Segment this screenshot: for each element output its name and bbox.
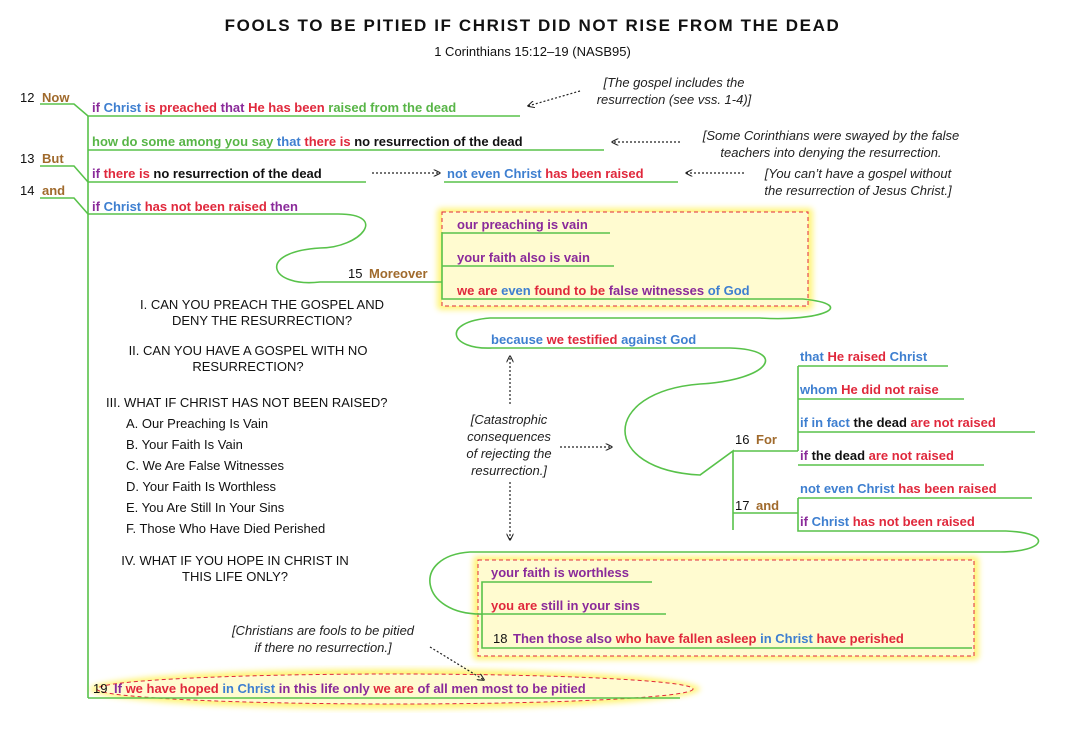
- line-faith-vain: [457, 250, 590, 265]
- text-segment: we testified: [546, 332, 622, 347]
- line-v12-preached: [92, 100, 456, 115]
- text-segment: in Christ: [760, 631, 817, 646]
- text-segment: have perished: [816, 631, 904, 646]
- text-segment: that: [276, 134, 305, 149]
- note-no-gospel-without: [You can’t have a gospel without the resurrection of Jesus Christ.]: [764, 166, 952, 198]
- verse-number-14: 14: [20, 183, 35, 198]
- note-catastrophic: [Catastrophic consequences of rejecting the resurrection.]: [466, 412, 552, 478]
- text-segment: He raised: [827, 349, 890, 364]
- outline-point-3d: D. Your Faith Is Worthless: [126, 479, 277, 494]
- outline-point-3f: F. Those Who Have Died Perished: [126, 521, 326, 536]
- scripture-reference: 1 Corinthians 15:12–19 (NASB95): [434, 44, 631, 59]
- line-if-in-fact: [800, 415, 996, 430]
- text-segment: of all men most to be pitied: [417, 681, 586, 696]
- text-segment: in this life only: [278, 681, 374, 696]
- text-segment: how do some among you say: [92, 134, 277, 149]
- verse-number-18: 18: [493, 631, 508, 646]
- line-v12-how-do-some: [92, 134, 523, 149]
- text-segment: Christ: [889, 349, 928, 364]
- text-segment: those also: [547, 631, 616, 646]
- line-v14-not-raised: [92, 199, 298, 214]
- outline-point-3a: A. Our Preaching Is Vain: [126, 416, 269, 431]
- text-segment: there is: [304, 134, 355, 149]
- note-corinthians-swayed: [Some Corinthians were swayed by the false teachers into denying the resurrection.: [702, 128, 960, 160]
- text-segment: He has been: [248, 100, 329, 115]
- text-segment: no resurrection of the dead: [153, 166, 322, 181]
- line-preaching-vain: [457, 217, 588, 232]
- text-segment: are not raised: [910, 415, 996, 430]
- line-christ-not-raised-17: [800, 514, 975, 529]
- outline-point-3c: C. We Are False Witnesses: [126, 458, 284, 473]
- text-segment: even: [501, 283, 535, 298]
- text-segment: our preaching: [457, 217, 548, 232]
- outline-point-3: III. WHAT IF CHRIST HAS NOT BEEN RAISED?: [106, 395, 388, 410]
- text-segment: your faith: [457, 250, 520, 265]
- line-dead-not-raised: [800, 448, 954, 463]
- text-segment: you are: [491, 598, 541, 613]
- text-segment: if: [92, 199, 104, 214]
- text-segment: has been raised: [545, 166, 644, 181]
- text-segment: raised from the dead: [328, 100, 457, 115]
- line-faith-worthless: [491, 565, 629, 580]
- outline-point-2: II. CAN YOU HAVE A GOSPEL WITH NO RESURRECTION?: [128, 343, 368, 374]
- text-segment: if in fact: [800, 415, 854, 430]
- verse-number-12: 12: [20, 90, 35, 105]
- text-segment: who have fallen asleep: [615, 631, 761, 646]
- line-whom-he-did-not-raise: [800, 382, 939, 397]
- text-segment: has not been raised: [852, 514, 975, 529]
- text-segment: false witnesses: [608, 283, 708, 298]
- outline-point-3b: B. Your Faith Is Vain: [126, 437, 243, 452]
- text-segment: If: [114, 681, 126, 696]
- text-segment: is worthless: [553, 565, 629, 580]
- verse-number-16: 16: [735, 432, 750, 447]
- line-most-to-be-pitied: [114, 681, 586, 696]
- text-segment: we are: [457, 283, 502, 298]
- text-segment: Christ: [103, 100, 145, 115]
- text-segment: because: [491, 332, 547, 347]
- line-v13-no-resurrection: [92, 166, 322, 181]
- line-still-in-sins: [491, 598, 640, 613]
- text-segment: has been raised: [898, 481, 997, 496]
- text-segment: also is vain: [519, 250, 590, 265]
- text-segment: if: [800, 514, 812, 529]
- text-segment: there is: [103, 166, 154, 181]
- text-segment: not even Christ: [800, 481, 899, 496]
- text-segment: are not raised: [868, 448, 954, 463]
- text-segment: the dead: [811, 448, 869, 463]
- line-he-raised-christ: [800, 349, 927, 364]
- text-segment: Christ: [811, 514, 853, 529]
- text-segment: He did not raise: [841, 382, 939, 397]
- text-segment: whom: [800, 382, 842, 397]
- text-segment: not even Christ: [447, 166, 546, 181]
- verse-number-17: 17: [735, 498, 750, 513]
- text-segment: in Christ: [222, 681, 279, 696]
- text-segment: of God: [707, 283, 750, 298]
- line-false-witnesses: [457, 283, 750, 298]
- text-segment: Then: [513, 631, 548, 646]
- connective-now: Now: [42, 90, 70, 105]
- verse-number-15: 15: [348, 266, 363, 281]
- text-segment: that: [220, 100, 249, 115]
- text-segment: found to be: [534, 283, 609, 298]
- text-segment: against God: [621, 332, 697, 347]
- note-gospel-includes: [The gospel includes the resurrection (see vss. 1-4)]: [596, 75, 752, 107]
- text-segment: that: [800, 349, 828, 364]
- outline-point-3e: E. You Are Still In Your Sins: [126, 500, 285, 515]
- line-not-even-christ-17: [800, 481, 997, 496]
- line-have-perished: [513, 631, 904, 646]
- text-segment: is vain: [547, 217, 588, 232]
- text-segment: if: [92, 166, 104, 181]
- connective-and-17: and: [756, 498, 780, 513]
- note-fools-pitied: [Christians are fools to be pitied if there no resurrection.]: [231, 623, 415, 655]
- text-segment: no resurrection of the dead: [354, 134, 523, 149]
- page-title: FOOLS TO BE PITIED IF CHRIST DID NOT RISE FROM THE DEAD: [224, 16, 841, 35]
- text-segment: then: [270, 199, 298, 214]
- text-segment: we have hoped: [125, 681, 223, 696]
- outline-point-4: IV. WHAT IF YOU HOPE IN CHRIST IN THIS LIFE ONLY?: [121, 553, 349, 584]
- text-segment: if: [92, 100, 104, 115]
- text-segment: has not been raised: [144, 199, 271, 214]
- connective-for: For: [756, 432, 777, 447]
- verse-number-19: 19: [93, 681, 108, 696]
- verse-number-13: 13: [20, 151, 35, 166]
- text-segment: the dead: [853, 415, 911, 430]
- outline-point-1: I. CAN YOU PREACH THE GOSPEL AND DENY THE RESURRECTION?: [140, 297, 384, 328]
- text-segment: if: [800, 448, 812, 463]
- connective-moreover: Moreover: [369, 266, 428, 281]
- text-segment: is preached: [144, 100, 221, 115]
- text-segment: Christ: [103, 199, 145, 214]
- text-segment: your faith: [491, 565, 554, 580]
- arrow-note1: [528, 91, 580, 106]
- text-segment: still in your sins: [540, 598, 640, 613]
- line-testified-against-god: [491, 332, 696, 347]
- connective-and-14: and: [42, 183, 66, 198]
- text-segment: we are: [373, 681, 418, 696]
- connective-but: But: [42, 151, 64, 166]
- line-v13-not-even-christ: [447, 166, 644, 181]
